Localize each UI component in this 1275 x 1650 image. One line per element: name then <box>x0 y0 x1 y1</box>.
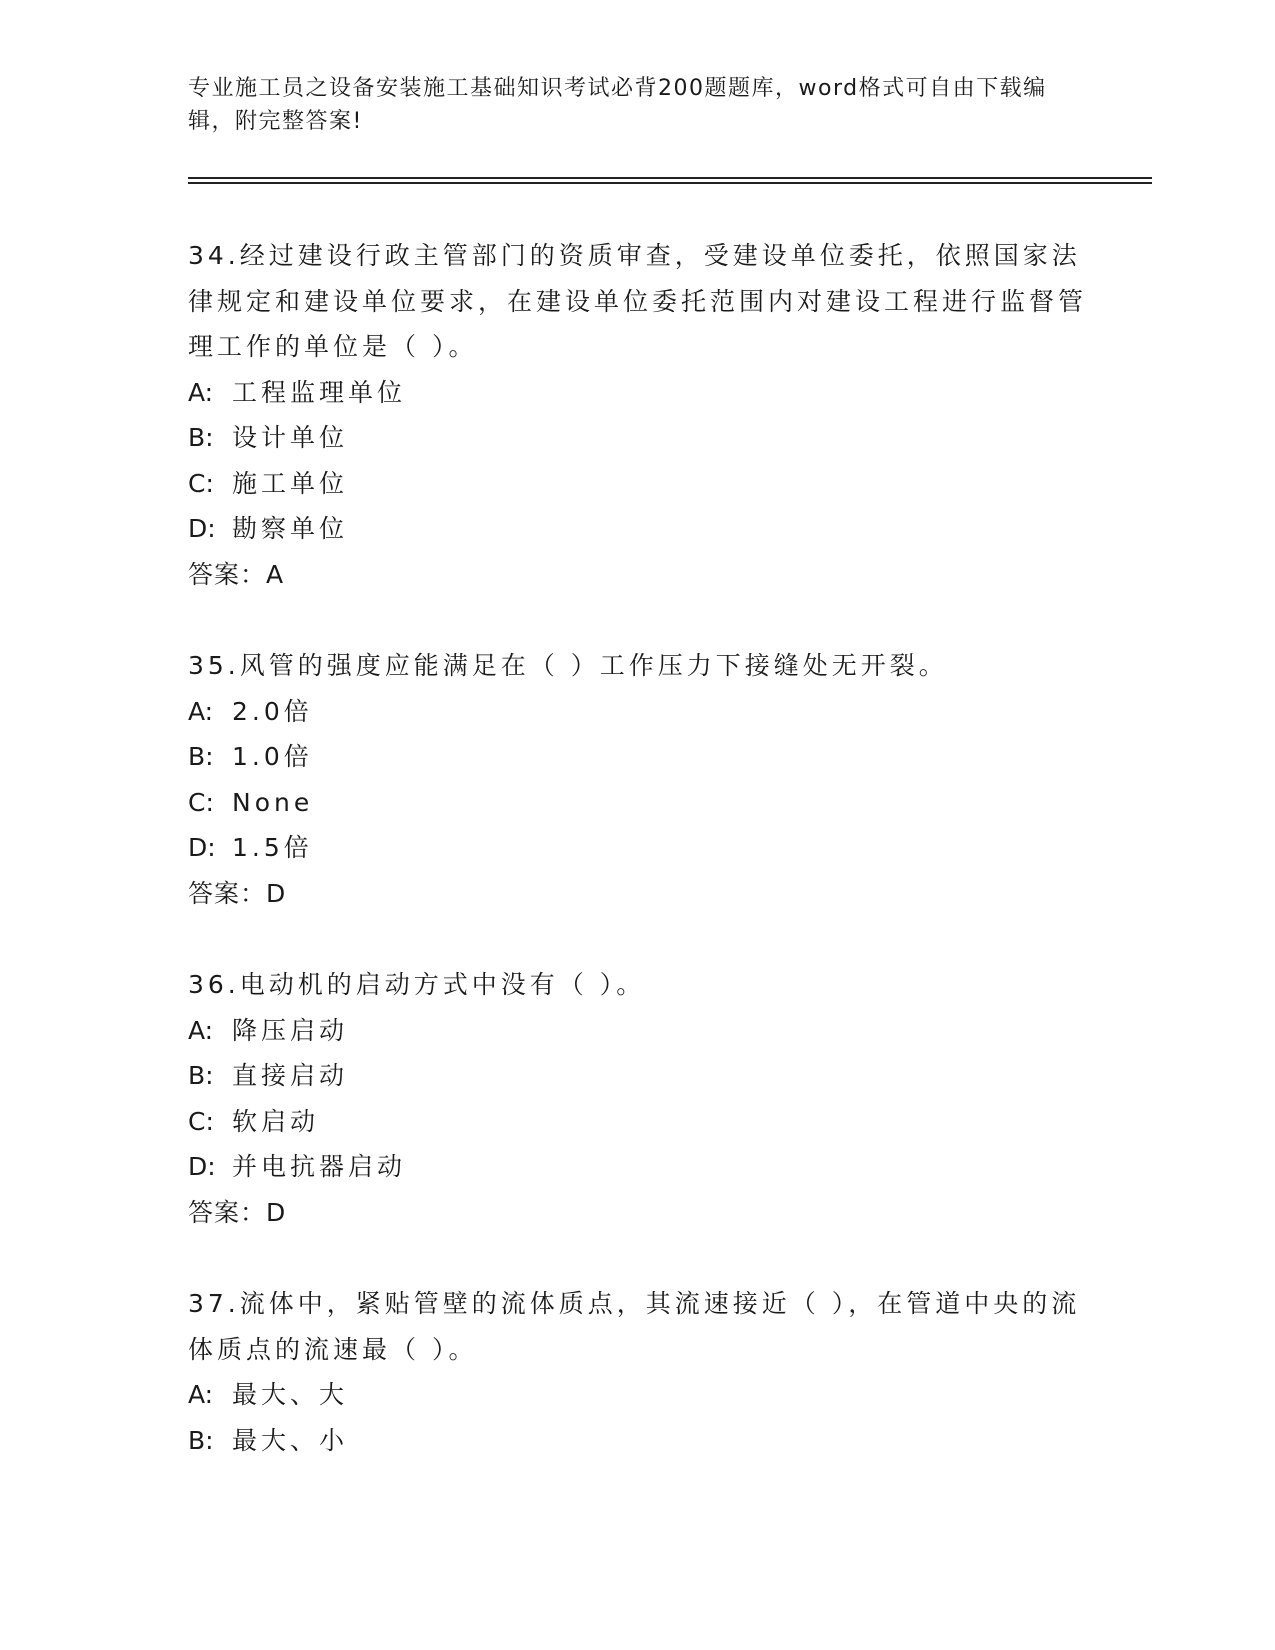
option-text: 降压启动 <box>232 1015 349 1045</box>
option-key: C: <box>188 468 214 498</box>
option-key: D: <box>188 1152 216 1181</box>
option-text: 并电抗器启动 <box>232 1152 407 1181</box>
answer-line: 答案：D <box>188 1197 287 1227</box>
option-key: B: <box>188 742 214 771</box>
option-key: D: <box>188 514 216 543</box>
option-key: A: <box>188 1380 214 1409</box>
option-text: 2.0倍 <box>232 696 313 726</box>
option-d <box>188 825 1088 871</box>
option-text: 施工单位 <box>232 468 349 498</box>
question-stem: 37.流体中，紧贴管壁的流体质点，其流速接近（ ），在管道中央的流体质点的流速最（ ）。 <box>188 1289 1081 1364</box>
document-header <box>188 72 1088 138</box>
option-a <box>188 370 1088 416</box>
answer-line: 答案：A <box>188 559 285 589</box>
option-text: 直接启动 <box>232 1061 349 1090</box>
option-text: 1.0倍 <box>232 742 313 771</box>
question-37 <box>188 1281 1088 1463</box>
option-key: A: <box>188 696 214 726</box>
option-key: C: <box>188 787 214 817</box>
option-text: 最大、小 <box>232 1425 349 1455</box>
option-d <box>188 1144 1088 1190</box>
option-key: D: <box>188 833 216 862</box>
option-key: B: <box>188 1425 214 1455</box>
question-stem: 36.电动机的启动方式中没有（ ）。 <box>188 970 646 999</box>
option-text: 勘察单位 <box>232 514 349 543</box>
option-a <box>188 1008 1088 1054</box>
option-b <box>188 1418 1088 1464</box>
option-key: B: <box>188 1061 214 1090</box>
header-divider-top <box>188 177 1152 179</box>
option-key: A: <box>188 1015 214 1045</box>
question-34 <box>188 233 1088 597</box>
option-text: 1.5倍 <box>232 833 313 862</box>
option-b <box>188 1053 1088 1099</box>
question-stem: 34.经过建设行政主管部门的资质审查，受建设单位委托，依照国家法律规定和建设单位要求，在建设单位委托范围内对建设工程进行监督管理工作的单位是（ ）。 <box>188 241 1088 361</box>
answer-line: 答案：D <box>188 878 287 908</box>
option-text: None <box>232 787 314 817</box>
option-a <box>188 1372 1088 1418</box>
option-text: 设计单位 <box>232 423 349 452</box>
option-text: 软启动 <box>232 1106 320 1136</box>
option-b <box>188 734 1088 780</box>
option-c <box>188 461 1088 507</box>
option-key: C: <box>188 1106 214 1136</box>
option-b <box>188 415 1088 461</box>
option-a <box>188 689 1088 735</box>
option-key: A: <box>188 377 214 407</box>
option-text: 最大、大 <box>232 1380 349 1409</box>
header-title: 专业施工员之设备安装施工基础知识考试必背200题题库，word格式可自由下载编辑，附完整答案! <box>188 76 1047 134</box>
option-text: 工程监理单位 <box>232 377 407 407</box>
question-36 <box>188 962 1088 1235</box>
option-c <box>188 1099 1088 1145</box>
header-divider-bottom <box>188 182 1152 184</box>
question-stem: 35.风管的强度应能满足在（ ）工作压力下接缝处无开裂。 <box>188 651 948 680</box>
option-d <box>188 506 1088 552</box>
question-35 <box>188 643 1088 916</box>
option-key: B: <box>188 423 214 452</box>
option-c <box>188 780 1088 826</box>
